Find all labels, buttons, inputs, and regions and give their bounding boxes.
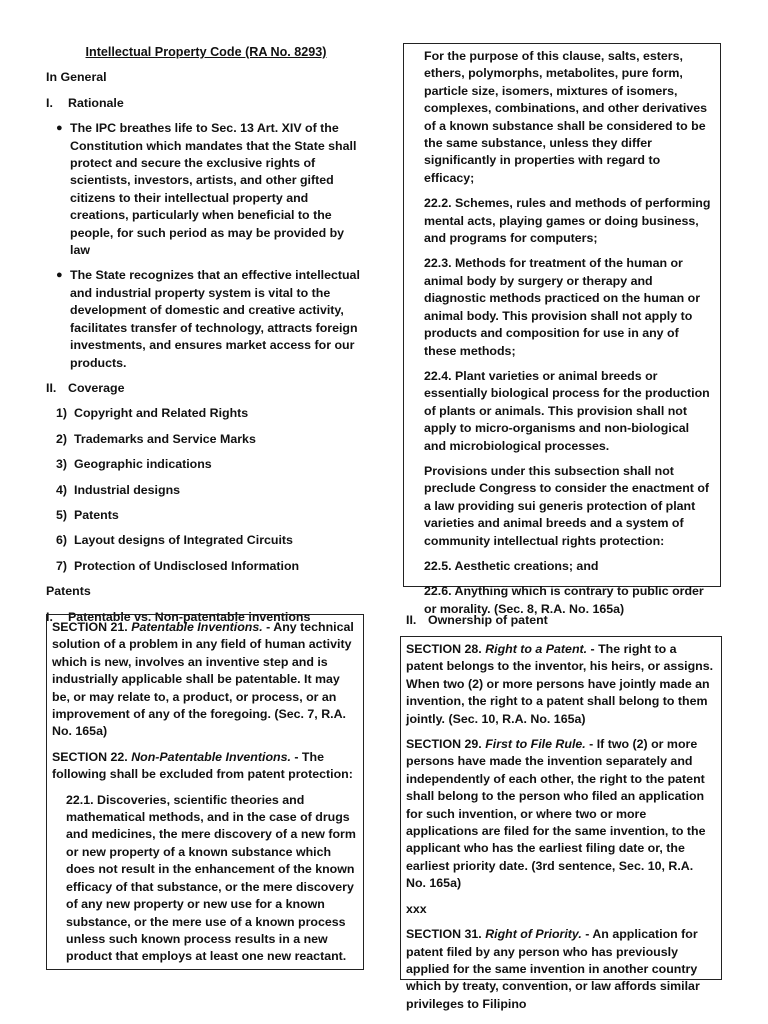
heading-rationale	[46, 95, 366, 112]
coverage-item-label: Copyright and Related Rights	[74, 406, 249, 421]
coverage-item	[46, 405, 366, 422]
section-22	[52, 749, 356, 784]
section-22-6-label: 22.6.	[424, 584, 452, 599]
derivatives-clause: For the purpose of this clause, salts, esters, ethers, polymorphs, metabolites, pure form, particle size, isomers, mixtures of isomers, complexes, combinations, and other derivatives of a known substance shall be considered to be the same substance, unless they differ significantly in properties with regard to efficacy;	[424, 49, 708, 185]
rationale-label: Rationale	[68, 95, 124, 110]
heading-coverage	[46, 380, 366, 397]
coverage-item	[46, 482, 366, 499]
patentable-label: Patentable vs. Non-patentable inventions	[68, 609, 311, 624]
section-31-title: Right of Priority.	[485, 927, 582, 942]
section-31-text: - An application for patent filed by any person who has previously applied for the same invention in another country which by treaty, convention, or law affords similar privileges to Filipino	[406, 927, 700, 1011]
rationale-bullet-text: The State recognizes that an effective intellectual and industrial property system is vital to the development of domestic and creative activity, facilitates transfer of technology, attracts foreign investments, and ensures market access for our products.	[70, 268, 360, 370]
coverage-item	[46, 558, 366, 575]
heading-in-general: In General	[46, 70, 107, 85]
section-22-2-label: 22.2.	[424, 196, 452, 211]
section-21	[52, 619, 356, 741]
coverage-label: Coverage	[68, 380, 125, 395]
coverage-item	[46, 507, 366, 524]
coverage-item-label: Geographic indications	[74, 457, 212, 472]
ownership-label: Ownership of patent	[428, 613, 548, 627]
box-section-22-continued	[403, 43, 721, 616]
box-sections-21-22	[46, 614, 364, 970]
section-21-text: - Any technical solution of a problem in any field of human activity which is new, involves an inventive step and is industrially applicable shall be patentable. It may be, or may relate to, a product, or process, or an improvement of any of the foregoing. (Sec. 7, R.A. No. 165a)	[52, 620, 354, 739]
section-22-1-label: 22.1.	[66, 792, 94, 807]
section-29	[406, 736, 714, 893]
coverage-list	[46, 405, 366, 575]
rationale-list	[46, 120, 366, 372]
section-22-5-text: Aesthetic creations; and	[451, 558, 599, 573]
rationale-bullet	[46, 267, 366, 371]
coverage-item-number: 2)	[56, 431, 68, 446]
section-29-text: - If two (2) or more persons have made the invention separately and independently of each other, the right to the patent shall belong to the person who filed an application for such invention, or where two or more applications are filed for the same invention, to the applicant who has the earliest filing date or, the earliest priority date. (3rd sentence, Sec. 10, R.A. No. 165a)	[406, 737, 706, 891]
section-28-label: SECTION 28.	[406, 642, 482, 656]
box-sections-28-31	[400, 636, 722, 1011]
bullet-icon: ●	[56, 122, 63, 135]
coverage-item-label: Protection of Undisclosed Information	[74, 558, 300, 573]
section-31-label: SECTION 31.	[406, 927, 482, 942]
section-22-1	[52, 792, 356, 966]
coverage-number: II.	[46, 380, 57, 395]
section-22-2-text: Schemes, rules and methods of performing mental acts, playing games or doing business, and programs for computers;	[424, 196, 711, 246]
coverage-item-number: 1)	[56, 406, 68, 421]
coverage-item-label: Patents	[74, 507, 119, 522]
section-22-4-label: 22.4.	[424, 368, 452, 383]
section-22-6-text: Anything which is contrary to public order or morality. (Sec. 8, R.A. No. 165a)	[424, 584, 704, 616]
coverage-item-label: Industrial designs	[74, 482, 181, 497]
section-22-1-text: Discoveries, scientific theories and mathematical methods, and in the case of drugs and medicines, the mere discovery of a new form or new property of a known substance which does not result in the enhancement of the known efficacy of that substance, or the mere discovery of any new property or new use for a known substance, or the mere use of a known process unless such known process results in a new product that employs at least one new reactant.	[66, 792, 356, 964]
section-31	[406, 926, 714, 1013]
coverage-item-number: 3)	[56, 457, 68, 472]
coverage-item-number: 5)	[56, 507, 68, 522]
section-22-3	[424, 255, 713, 359]
section-28-text: - The right to a patent belongs to the inventor, his heirs, or assigns. When two (2) or more persons have jointly made an invention, the right to a patent shall belong to them jointly. (Sec. 10, R.A. No. 165a)	[406, 642, 714, 726]
section-22-4-text: Plant varieties or animal breeds or essentially biological process for the production of plants or animals. This provision shall not apply to micro-organisms and non-biological and microbiological processes.	[424, 368, 710, 453]
section-29-label: SECTION 29.	[406, 737, 482, 752]
section-28	[406, 641, 714, 728]
rationale-number: I.	[46, 95, 53, 110]
coverage-item-number: 6)	[56, 533, 68, 548]
heading-ownership	[406, 612, 548, 629]
section-22-5-label: 22.5.	[424, 558, 452, 573]
rationale-bullet-text: The IPC breathes life to Sec. 13 Art. XIV of the Constitution which mandates that the State shall protect and secure the exclusive rights of scientists, investors, artists, and other gifted citizens to their intellectual property and creations, particularly when beneficial to the people, for such period as may be provided by law	[70, 121, 357, 258]
heading-patents: Patents	[46, 584, 91, 599]
coverage-item-number: 7)	[56, 558, 68, 573]
section-22-text: - The following shall be excluded from patent protection:	[52, 749, 353, 782]
coverage-item-label: Layout designs of Integrated Circuits	[74, 533, 293, 548]
document-title: Intellectual Property Code (RA No. 8293)	[85, 45, 327, 59]
coverage-item-label: Trademarks and Service Marks	[74, 431, 256, 446]
section-21-label: SECTION 21.	[52, 620, 128, 634]
ownership-number: II.	[406, 613, 417, 627]
coverage-item	[46, 431, 366, 448]
coverage-item	[46, 456, 366, 473]
section-22-label: SECTION 22.	[52, 749, 128, 764]
section-22-3-text: Methods for treatment of the human or animal body by surgery or therapy and diagnostic methods practiced on the human or animal body. This provision shall not apply to products and composition for use in any of these methods;	[424, 256, 701, 358]
coverage-item	[46, 532, 366, 549]
omission-marker: xxx	[406, 901, 427, 916]
section-22-title: Non-Patentable Inventions.	[131, 749, 291, 764]
rationale-bullet	[46, 120, 366, 259]
section-22-5	[424, 558, 713, 575]
section-22-4	[424, 368, 713, 455]
patentable-number: I.	[46, 609, 53, 624]
provisions-paragraph: Provisions under this subsection shall not preclude Congress to consider the enactment of a law providing sui generis protection of plant varieties and animal breeds and a system of community intellectual rights protection:	[424, 463, 710, 548]
section-22-2	[424, 195, 713, 247]
section-22-3-label: 22.3.	[424, 256, 452, 271]
coverage-item-number: 4)	[56, 482, 68, 497]
section-28-title: Right to a Patent.	[485, 642, 588, 656]
section-21-title: Patentable Inventions.	[131, 620, 263, 634]
bullet-icon: ●	[56, 269, 63, 282]
left-column	[46, 44, 366, 634]
section-29-title: First to File Rule.	[485, 737, 586, 752]
